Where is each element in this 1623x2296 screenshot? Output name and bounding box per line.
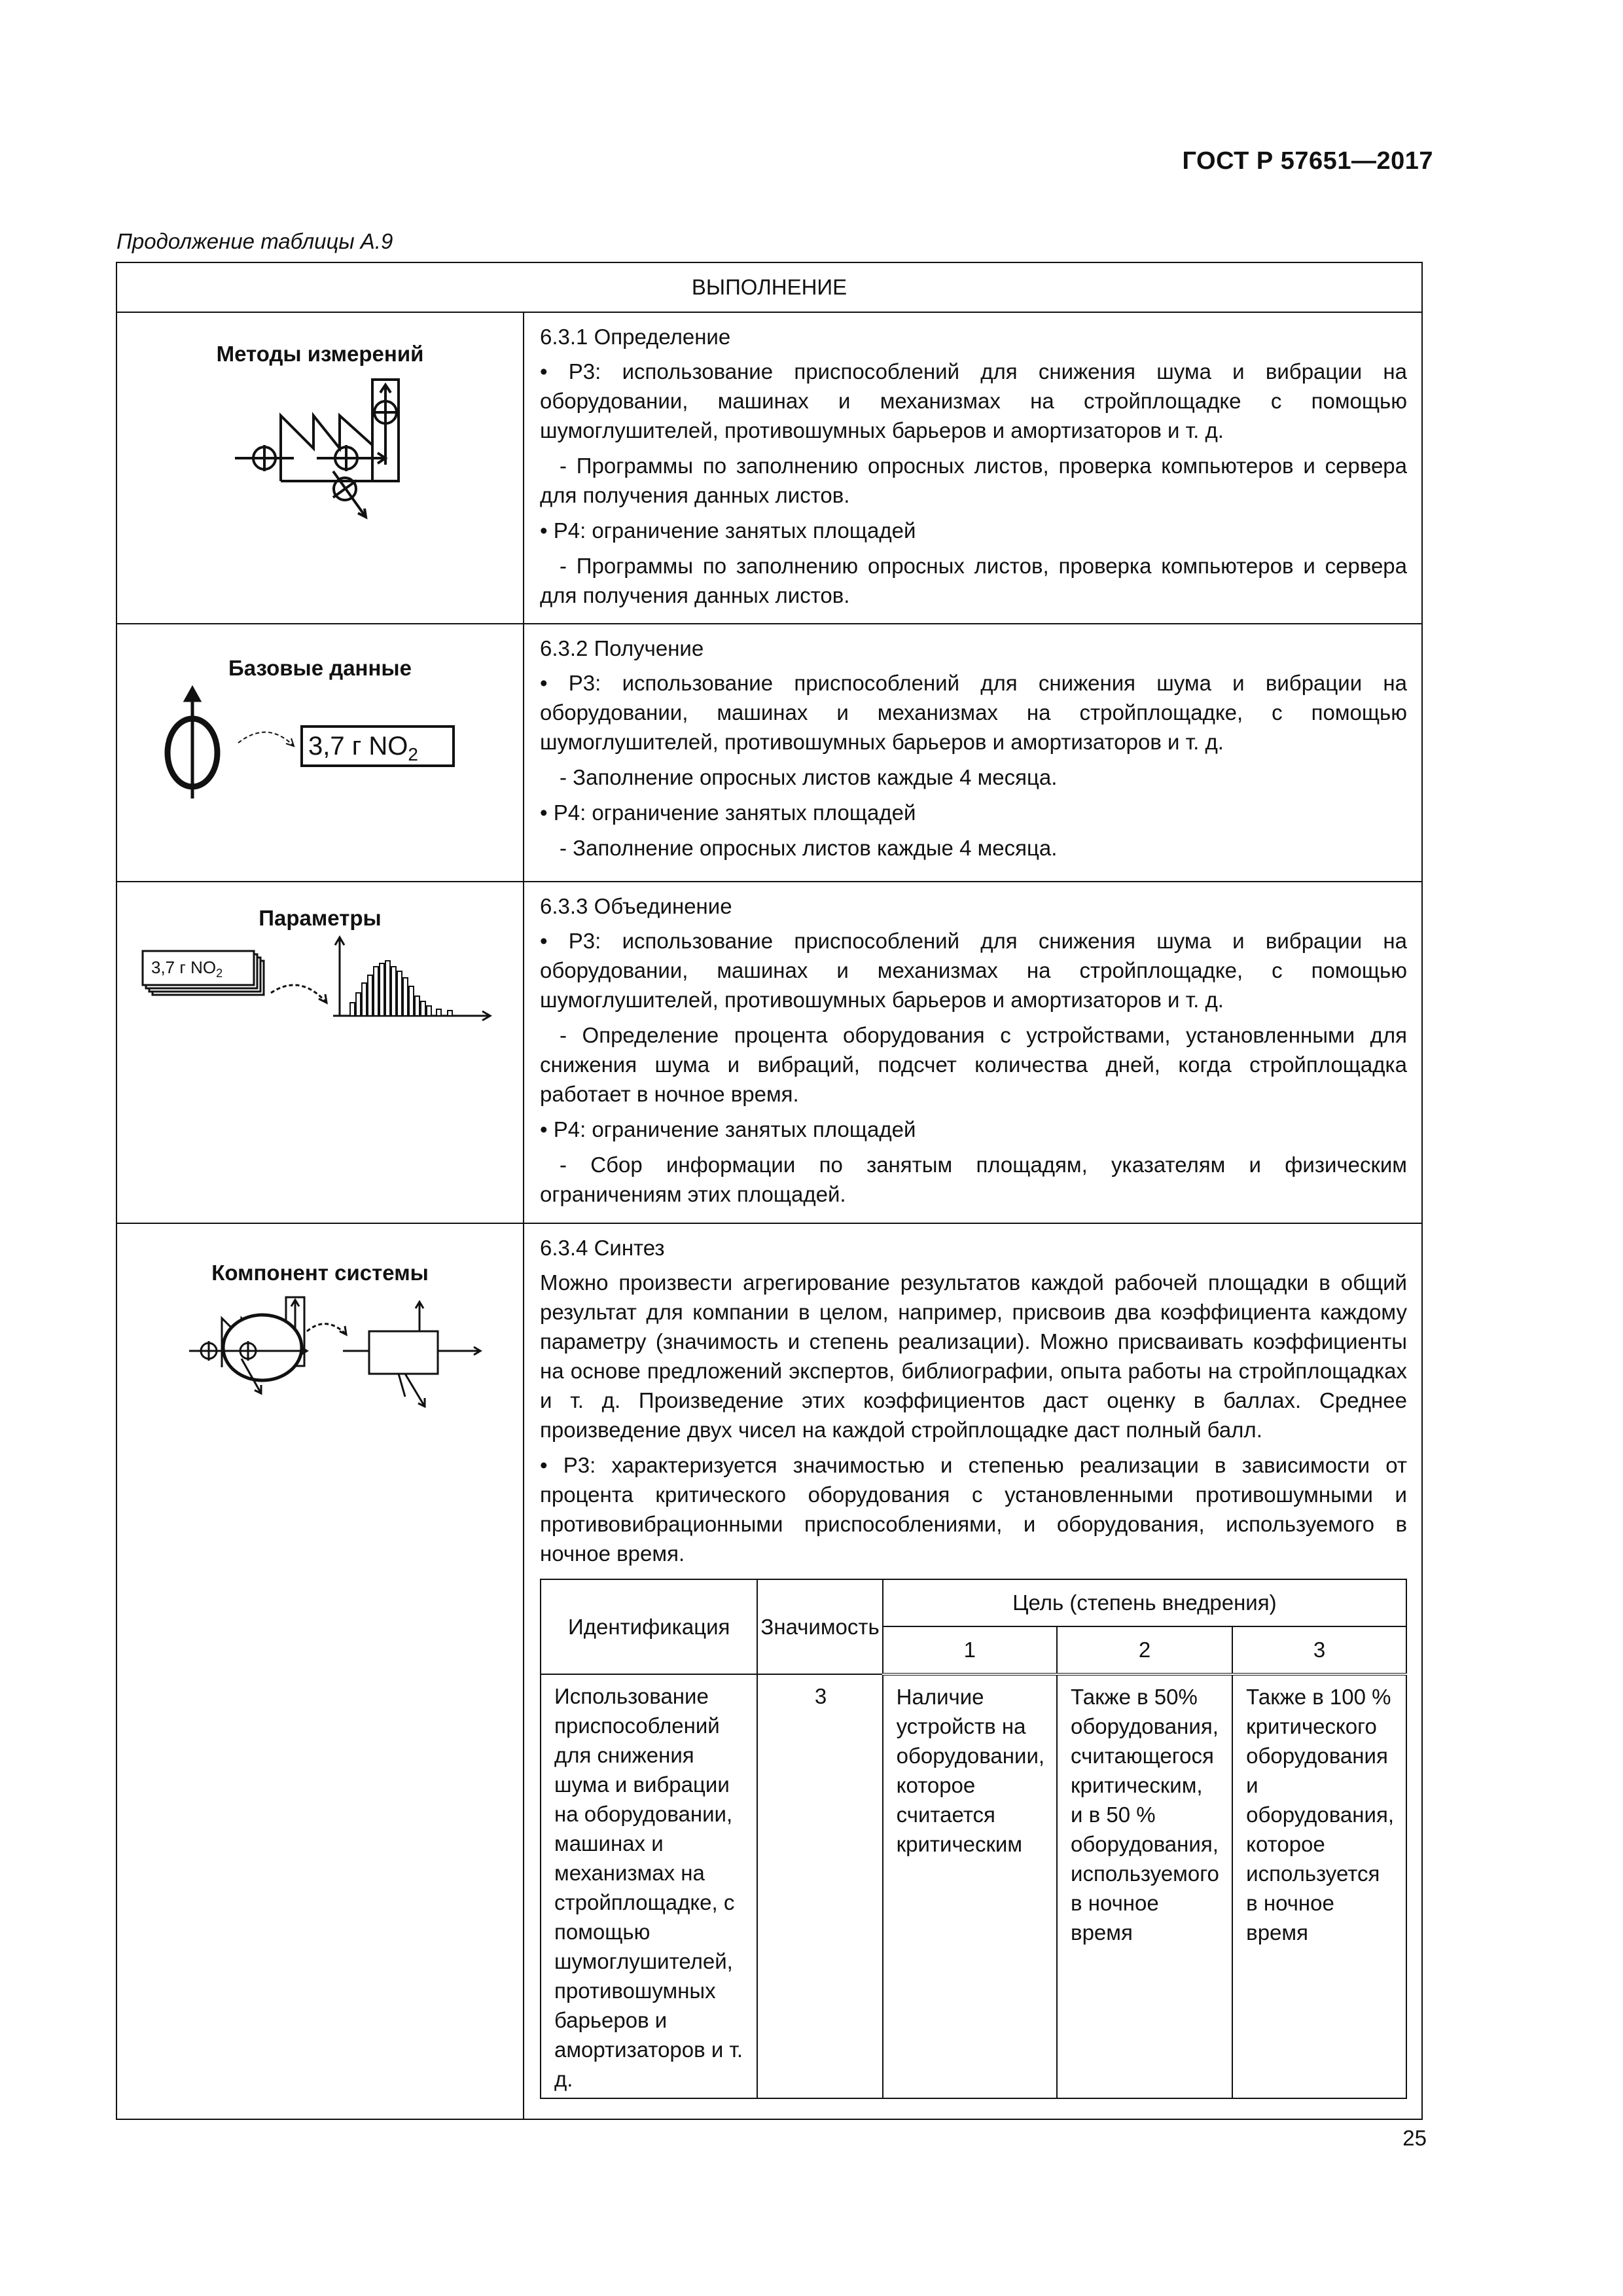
measurement-methods-figure [117,313,523,563]
table-row [541,1674,1406,2098]
parameters-figure [117,882,523,1049]
cell-goal-3: Также в 100 % критического оборудования и оборудования, которое используется в ночное время [1232,1674,1406,2098]
base-data-figure [117,624,523,838]
sheet-value-label: 3,7 г $NO_2$ [151,958,223,980]
dash-item: - Сбор информации по занятым площадям, указателям и физическим ограничениям этих площадей. [540,1153,1407,1206]
figure-cell [116,312,524,624]
figure-title: Методы измерений [216,342,424,366]
section-heading: 6.3.4 Синтез [540,1236,665,1260]
goal-col-1: 1 [883,1626,1057,1674]
section-heading: 6.3.1 Определение [540,325,731,349]
figure-title: Параметры [259,906,382,930]
figure-title: Компонент системы [211,1261,429,1285]
figure-cell [116,882,524,1223]
factory-measurement-icon [117,367,523,563]
dash-item: - Заполнение опросных листов каждые 4 месяца. [560,836,1058,860]
bullet-p3: • P3: характеризуется значимостью и степенью реализации в зависимости от процента критического оборудования с установленными противошумными и противовибрационными приспособлениями, и оборудования, используемого в ночное время. [540,1453,1407,1566]
goal-table [540,1579,1407,2099]
table-continuation-caption: Продолжение таблицы А.9 [116,229,393,253]
cell-goal-2: Также в 50% оборудования, считающегося критическим, и в 50 % оборудования, используемого в ночное время [1057,1674,1232,2098]
bullet-p3: • P3: использование приспособлений для снижения шума и вибрации на оборудовании, машинах и механизмах на стройплощадке, с помощью шумоглушителей, противошумных барьеров и амортизаторов и т. д. [540,671,1407,754]
page-number: 25 [1402,2126,1427,2150]
section-heading: 6.3.3 Объединение [540,894,732,918]
dash-item: - Программы по заполнению опросных листов, проверка компьютеров и сервера для получения данных листов. [540,454,1407,507]
cell-identification: Использование приспособлений для снижения шума и вибрации на оборудовании, машинах и механизмах на стройплощадке, с помощью шумоглушителей, противошумных барьеров и амортизаторов и т. д. [541,1674,757,2098]
gauge-value-label: 3,7 г $NO_2$ [308,732,418,764]
system-component-icon [117,1285,523,1443]
col-header-identification: Идентификация [541,1579,757,1674]
table-row [116,882,1422,1223]
system-component-figure [117,1224,523,1443]
col-header-significance: Значимость [757,1579,882,1674]
figure-title: Базовые данные [228,656,412,680]
text-cell [524,312,1422,624]
goal-col-2: 2 [1057,1626,1232,1674]
histogram-bars [350,961,452,1016]
bullet-p4: • P4: ограничение занятых площадей [540,518,916,543]
text-cell [524,882,1422,1223]
dash-item: - Программы по заполнению опросных листов, проверка компьютеров и сервера для получения данных листов. [540,554,1407,607]
table-row [116,312,1422,624]
main-table [116,262,1423,2120]
table-row [116,1223,1422,2119]
text-cell [524,624,1422,882]
synthesis-paragraph: Можно произвести агрегирование результатов каждой рабочей площадки в общий результат для компании в целом, например, присвоив два коэффициента каждому параметру (значимость и степень реализации). Можно присваивать коэффициенты на основе предложений экспертов, библиографии, опыта работы на стройплощадках и т. д. Произведение этих коэффициентов даст оценку в баллах. Среднее произведение двух чисел на каждой стройплощадке даст полный балл. [540,1270,1407,1442]
cell-significance: 3 [757,1674,882,2098]
col-header-goal: Цель (степень внедрения) [883,1579,1406,1626]
bullet-p4: • P4: ограничение занятых площадей [540,800,916,825]
text-cell [524,1223,1422,2119]
figure-cell [116,624,524,882]
bullet-p4: • P4: ограничение занятых площадей [540,1117,916,1141]
bullet-p3: • P3: использование приспособлений для снижения шума и вибрации на оборудовании, машинах и механизмах на стройплощадке с помощью шумоглушителей, противошумных барьеров и амортизаторов и т. д. [540,359,1407,442]
bullet-p3: • P3: использование приспособлений для снижения шума и вибрации на оборудовании, машинах и механизмах на стройплощадке, с помощью шумоглушителей, противошумных барьеров и амортизаторов и т. д. [540,929,1407,1012]
figure-cell [116,1223,524,2119]
table-head: ВЫПОЛНЕНИЕ [116,262,1422,312]
data-sheets-histogram-icon [117,931,523,1049]
dash-item: - Определение процента оборудования с устройствами, установленными для снижения шума и вибраций, подсчет количества дней, когда стройплощадка работает в ночное время. [540,1023,1407,1106]
section-heading: 6.3.2 Получение [540,636,704,660]
standard-header: ГОСТ Р 57651—2017 [1182,147,1433,175]
dash-item: - Заполнение опросных листов каждые 4 месяца. [560,765,1058,789]
cell-goal-1: Наличие устройств на оборудовании, которое считается критическим [883,1674,1057,2098]
goal-col-3: 3 [1232,1626,1406,1674]
table-row [116,624,1422,882]
